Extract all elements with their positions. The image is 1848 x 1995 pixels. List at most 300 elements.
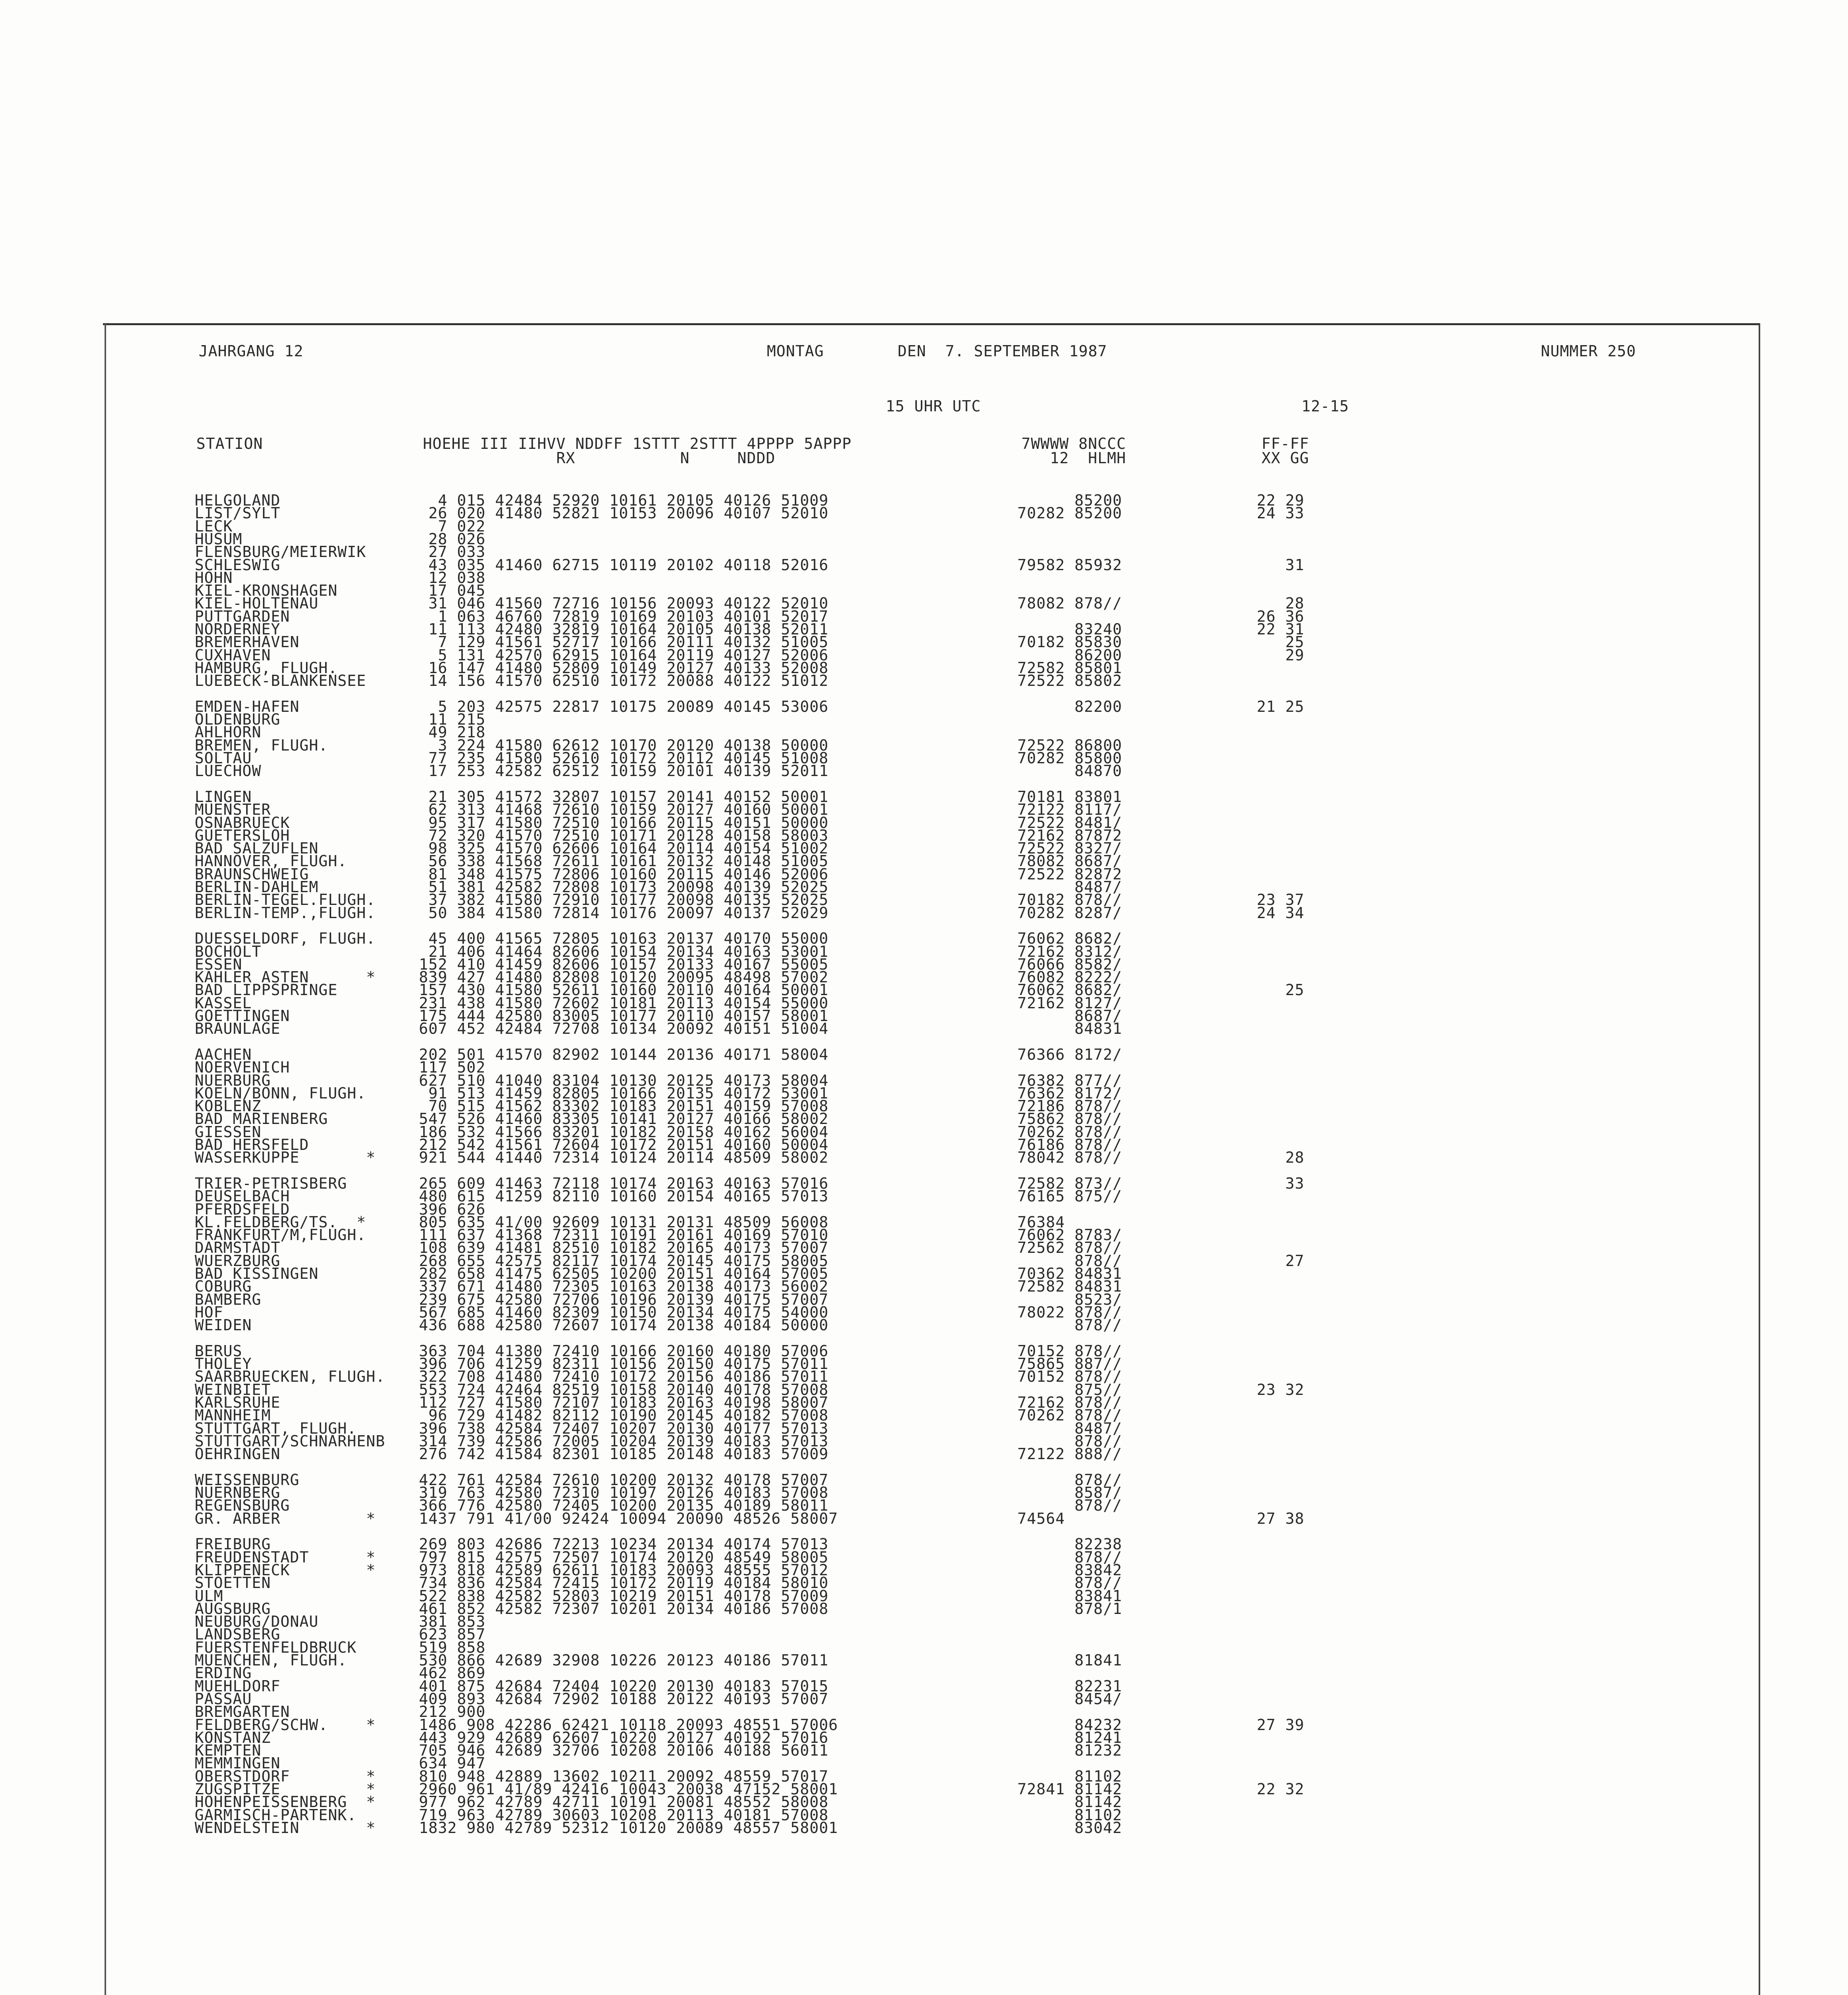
group-values: 82238 [1017, 1535, 1122, 1553]
observation-values: 634 947 [419, 1754, 486, 1772]
group-values: 79582 85932 [1017, 556, 1122, 574]
group-values: 72162 87872 [1017, 826, 1122, 844]
station-name: ERDING [195, 1664, 252, 1682]
group-values: 878// [1017, 1432, 1122, 1450]
table-row [0, 1149, 1848, 1167]
station-name: NORDERNEY [195, 620, 280, 638]
observation-values: 337 671 41480 72305 10163 20138 40173 56002 [419, 1278, 829, 1296]
date-label: DEN 7. SEPTEMBER 1987 [898, 342, 1108, 360]
group-values: 84870 [1017, 762, 1122, 780]
group-values: 72186 878// [1017, 1097, 1122, 1115]
station-name: KAHLER ASTEN * [195, 968, 376, 986]
station-name: FELDBERG/SCHW. * [195, 1716, 376, 1734]
table-row [0, 736, 1848, 754]
station-name: HANNOVER, FLUGH. [195, 852, 347, 870]
observation-values: 91 513 41459 82805 10166 20135 40172 53001 [419, 1084, 829, 1102]
observation-values: 31 046 41560 72716 10156 20093 40122 52010 [419, 595, 829, 612]
station-name: OBERSTDORF * [195, 1767, 376, 1785]
group-values: 72522 85802 [1017, 672, 1122, 690]
station-name: WASSERKUPPE * [195, 1149, 376, 1167]
group-values: 76165 875// [1017, 1187, 1122, 1205]
group-values: 8587/ [1017, 1484, 1122, 1502]
station-name: WUERZBURG [195, 1252, 280, 1270]
groups-column-header: 7WWWW 8NCCC [1021, 435, 1126, 452]
observation-values: 239 675 42580 72706 10196 20139 40175 57007 [419, 1290, 829, 1308]
wind-values: 25 [1257, 633, 1305, 651]
wind-values: 23 32 [1257, 1381, 1305, 1398]
group-values: 86200 [1017, 646, 1122, 664]
observation-values: 27 033 [419, 543, 486, 561]
observation-values: 381 853 [419, 1613, 486, 1631]
station-name: PUTTGARDEN [195, 607, 290, 625]
observation-values: 607 452 42484 72708 10134 20092 40151 51004 [419, 1020, 829, 1038]
station-name: MUEHLDORF [195, 1677, 280, 1695]
station-name: BERUS [195, 1342, 243, 1360]
table-row [0, 1020, 1848, 1038]
station-name: SCHLESWIG [195, 556, 280, 574]
wind-values: 24 34 [1257, 904, 1305, 922]
station-name: BREMEN, FLUGH. [195, 736, 328, 754]
observation-values: 5 131 42570 62915 10164 20119 40127 52006 [419, 646, 829, 664]
observation-values: 56 338 41568 72611 10161 20132 40148 51005 [419, 852, 829, 870]
station-name: KONSTANZ [195, 1728, 271, 1746]
wind-values: 22 29 [1257, 492, 1305, 509]
group-values: 78022 878// [1017, 1303, 1122, 1321]
station-name: COBURG [195, 1278, 252, 1296]
observation-values: 62 313 41468 72610 10159 20127 40160 50001 [419, 801, 829, 819]
wind-values: 29 [1257, 646, 1305, 664]
observation-values: 43 035 41460 62715 10119 20102 40118 52016 [419, 556, 829, 574]
observation-values: 719 963 42789 30603 10208 20113 40181 57008 [419, 1806, 829, 1824]
group-values: 76186 878// [1017, 1136, 1122, 1154]
station-name: BAD MARIENBERG [195, 1110, 328, 1128]
group-values: 70262 878// [1017, 1123, 1122, 1141]
table-row [0, 1509, 1848, 1527]
group-values: 72582 873// [1017, 1174, 1122, 1192]
group-values: 72162 8127/ [1017, 994, 1122, 1012]
observation-values: 839 427 41480 82808 10120 20095 48498 57002 [419, 968, 829, 986]
station-name: NUERNBERG [195, 1484, 280, 1502]
wind-values: 28 [1257, 595, 1305, 612]
table-row [0, 1344, 1848, 1358]
observation-values: 231 438 41580 72602 10181 20113 40154 55000 [419, 994, 829, 1012]
station-name: ULM [195, 1587, 223, 1605]
observation-values: 175 444 42580 83005 10177 20110 40157 58001 [419, 1007, 829, 1025]
group-values: 878// [1017, 1471, 1122, 1489]
observation-values: 37 382 41580 72910 10177 20098 40135 52025 [419, 891, 829, 909]
observation-values: 4 015 42484 52920 10161 20105 40126 51009 [419, 492, 829, 509]
observation-values: 111 637 41368 72311 10191 20161 40169 57010 [419, 1226, 829, 1244]
station-name: HELGOLAND [195, 492, 280, 509]
time-range: 12-15 [1301, 397, 1349, 415]
observation-values: 396 626 [419, 1200, 486, 1218]
observation-values: 77 235 41580 52610 10172 20112 40145 51008 [419, 749, 829, 767]
station-name: FUERSTENFELDBRUCK [195, 1638, 357, 1656]
observation-values: 269 803 42686 72213 10234 20134 40174 57013 [419, 1535, 829, 1553]
main-column-subheader: RX N NDDD [423, 449, 776, 467]
observation-values: 797 815 42575 72507 10174 20120 48549 58005 [419, 1548, 829, 1566]
station-name: WEIDEN [195, 1316, 252, 1334]
observation-values: 14 156 41570 62510 10172 20088 40122 51012 [419, 672, 829, 690]
station-name: BOCHOLT [195, 942, 262, 960]
observation-values: 7 022 [419, 517, 486, 535]
group-values: 8487/ [1017, 1419, 1122, 1437]
group-values: 70282 8287/ [1017, 904, 1122, 922]
observation-values: 519 858 [419, 1638, 486, 1656]
station-name: GR. ARBER * [195, 1509, 376, 1527]
group-values: 72522 86800 [1017, 736, 1122, 754]
observation-values: 45 400 41565 72805 10163 20137 40170 55000 [419, 930, 829, 948]
station-name: LINGEN [195, 788, 252, 806]
observation-values: 268 655 42575 82117 10174 20145 40175 58005 [419, 1252, 829, 1270]
station-name: KLIPPENECK * [195, 1561, 376, 1579]
station-name: HOF [195, 1303, 223, 1321]
table-row [0, 558, 1848, 572]
observation-values: 705 946 42689 32706 10208 20106 40188 56011 [419, 1742, 829, 1760]
station-name: BAD SALZUFLEN [195, 839, 319, 857]
observation-values: 3 224 41580 62612 10170 20120 40138 50000 [419, 736, 829, 754]
table-row [0, 1278, 1848, 1296]
observation-values: 627 510 41040 83104 10130 20125 40173 58004 [419, 1071, 829, 1089]
table-row [0, 1653, 1848, 1667]
station-name: LUECHOW [195, 762, 262, 780]
observation-values: 314 739 42586 72005 10204 20139 40183 57013 [419, 1432, 829, 1450]
station-name: OLDENBURG [195, 711, 280, 729]
table-row [0, 1447, 1848, 1461]
station-name: REGENSBURG [195, 1497, 290, 1515]
observation-values: 1832 980 42789 52312 10120 20089 48557 58001 [419, 1819, 838, 1837]
station-name: AUGSBURG [195, 1600, 271, 1618]
station-name: LECK [195, 517, 233, 535]
group-values: 72582 85801 [1017, 659, 1122, 677]
group-values: 72841 81142 [1017, 1780, 1122, 1798]
observation-values: 5 203 42575 22817 10175 20089 40145 53006 [419, 697, 829, 715]
station-name: GUETERSLOH [195, 826, 290, 844]
station-name: GARMISCH-PARTENK. [195, 1806, 357, 1824]
station-name: KOBLENZ [195, 1097, 262, 1115]
table-row [0, 1368, 1848, 1386]
table-row [0, 1290, 1848, 1308]
group-values: 76082 8222/ [1017, 968, 1122, 986]
group-values: 72122 888// [1017, 1445, 1122, 1463]
observation-values: 152 410 41459 82606 10157 20133 40167 55005 [419, 955, 829, 973]
station-name: KIEL-HOLTENAU [195, 595, 319, 612]
observation-values: 396 738 42584 72407 10207 20130 40177 57013 [419, 1419, 829, 1437]
table-row [0, 1576, 1848, 1590]
group-values: 76366 8172/ [1017, 1045, 1122, 1063]
group-values: 74564 [1017, 1509, 1065, 1527]
station-name: MUENSTER [195, 801, 271, 819]
observation-values: 21 305 41572 32807 10157 20141 40152 50001 [419, 788, 829, 806]
group-values: 81142 [1017, 1793, 1122, 1811]
station-name: THOLEY [195, 1355, 252, 1373]
group-values: 85200 [1017, 492, 1122, 509]
table-row [0, 1589, 1848, 1603]
wind-column-subheader: XX GG [1262, 449, 1309, 467]
table-row [0, 942, 1848, 960]
table-row [0, 1331, 1848, 1345]
station-name: LANDSBERG [195, 1626, 280, 1643]
group-values: 72582 84831 [1017, 1278, 1122, 1296]
group-values: 76066 8582/ [1017, 955, 1122, 973]
station-name: AACHEN [195, 1045, 252, 1063]
table-row [0, 1267, 1848, 1280]
table-row [0, 1086, 1848, 1100]
observation-values: 98 325 41570 62606 10164 20114 40154 51002 [419, 839, 829, 857]
station-name: HOHENPEISSENBERG * [195, 1793, 376, 1811]
observation-values: 322 708 41480 72410 10172 20156 40186 57011 [419, 1368, 829, 1386]
station-name: BERLIN-TEMP.,FLUGH. [195, 904, 376, 922]
station-name: NUERBURG [195, 1071, 271, 1089]
station-name: BRAUNSCHWEIG [195, 865, 309, 883]
group-values: 8687/ [1017, 1007, 1122, 1025]
observation-values: 567 685 41460 82309 10150 20134 40175 54000 [419, 1303, 829, 1321]
station-name: DARMSTADT [195, 1239, 280, 1257]
observation-values: 282 658 41475 62505 10200 20151 40164 57005 [419, 1265, 829, 1282]
observation-values: 81 348 41575 72806 10160 20115 40146 52006 [419, 865, 829, 883]
station-name: STUTTGART/SCHNARHENB [195, 1432, 385, 1450]
station-name: BAMBERG [195, 1290, 262, 1308]
group-values: 81102 [1017, 1806, 1122, 1824]
observation-values: 17 045 [419, 582, 486, 600]
station-name: WENDELSTEIN * [195, 1819, 376, 1837]
observation-values: 21 406 41464 82606 10154 20134 40163 53001 [419, 942, 829, 960]
station-name: STOETTEN [195, 1574, 271, 1592]
group-values: 8454/ [1017, 1690, 1122, 1708]
observation-values: 623 857 [419, 1626, 486, 1643]
group-values: 82231 [1017, 1677, 1122, 1695]
group-values: 70182 85830 [1017, 633, 1122, 651]
observation-values: 50 384 41580 72814 10176 20097 40137 52029 [419, 904, 829, 922]
group-values: 72122 8117/ [1017, 801, 1122, 819]
observation-values: 436 688 42580 72607 10174 20138 40184 50000 [419, 1316, 829, 1334]
table-row [0, 1035, 1848, 1049]
wind-column-header: FF-FF [1262, 435, 1309, 452]
station-name: OSNABRUECK [195, 814, 290, 832]
observation-values: 276 742 41584 82301 10185 20148 40183 57009 [419, 1445, 829, 1463]
group-values: 878// [1017, 1497, 1122, 1515]
table-row [0, 635, 1848, 649]
wind-values: 26 36 [1257, 607, 1305, 625]
wind-values: 23 37 [1257, 891, 1305, 909]
group-values: 70282 85800 [1017, 749, 1122, 767]
table-row [0, 519, 1848, 533]
station-name: KEMPTEN [195, 1742, 262, 1760]
group-values: 72522 8481/ [1017, 814, 1122, 832]
station-name: NEUBURG/DONAU [195, 1613, 319, 1631]
observation-values: 112 727 41580 72107 10183 20163 40198 58007 [419, 1394, 829, 1411]
observation-values: 319 763 42580 72310 10197 20126 40183 57008 [419, 1484, 829, 1502]
group-values: 72162 878// [1017, 1394, 1122, 1411]
group-values: 75862 878// [1017, 1110, 1122, 1128]
observation-values: 422 761 42584 72610 10200 20132 40178 57007 [419, 1471, 829, 1489]
station-name: BERLIN-DAHLEM [195, 878, 319, 896]
observation-values: 16 147 41480 52809 10149 20127 40133 52008 [419, 659, 829, 677]
group-values: 76062 8682/ [1017, 981, 1122, 999]
group-values: 72522 8327/ [1017, 839, 1122, 857]
group-values: 875// [1017, 1381, 1122, 1398]
station-name: STUTTGART, FLUGH. [195, 1419, 357, 1437]
observation-values: 7 129 41561 52717 10166 20111 40132 51005 [419, 633, 829, 651]
station-name: BREMGARTEN [195, 1703, 290, 1721]
observation-values: 108 639 41481 82510 10182 20165 40173 57007 [419, 1239, 829, 1257]
issue-number: NUMMER 250 [1541, 342, 1636, 360]
observation-values: 734 836 42584 72415 10172 20119 40184 58010 [419, 1574, 829, 1592]
wind-values: 33 [1257, 1174, 1305, 1192]
group-values: 84831 [1017, 1020, 1122, 1038]
groups-column-subheader: 12 HLMH [1021, 449, 1126, 467]
station-name: BAD LIPPSPRINGE [195, 981, 338, 999]
group-values: 75865 887// [1017, 1355, 1122, 1373]
wind-values: 31 [1257, 556, 1305, 574]
group-values: 76384 [1017, 1213, 1065, 1231]
observation-values: 1486 908 42286 62421 10118 20093 48551 57006 [419, 1716, 838, 1734]
table-row [0, 1059, 1848, 1077]
station-name: BREMERHAVEN [195, 633, 300, 651]
observation-values: 1 063 46760 72819 10169 20103 40101 52017 [419, 607, 829, 625]
group-values: 878// [1017, 1574, 1122, 1592]
station-name: KOELN/BONN, FLUGH. [195, 1084, 366, 1102]
station-name: BAD KISSINGEN [195, 1265, 319, 1282]
observation-values: 212 542 41561 72604 10172 20151 40160 50004 [419, 1136, 829, 1154]
station-name: MEMMINGEN [195, 1754, 280, 1772]
table-row [0, 1728, 1848, 1746]
station-name: DUESSELDORF, FLUGH. [195, 930, 376, 948]
observation-values: 11 215 [419, 711, 486, 729]
observation-values: 157 430 41580 52611 10160 20110 40164 50001 [419, 981, 829, 999]
observation-values: 95 317 41580 72510 10166 20115 40151 50000 [419, 814, 829, 832]
group-values: 78082 878// [1017, 595, 1122, 612]
group-values: 83042 [1017, 1819, 1122, 1837]
observation-values: 921 544 41440 72314 10124 20114 48509 58002 [419, 1149, 829, 1167]
observation-values: 186 532 41566 83201 10182 20158 40162 56004 [419, 1123, 829, 1141]
station-name: OEHRINGEN [195, 1445, 280, 1463]
observation-values: 366 776 42580 72405 10200 20135 40189 58011 [419, 1497, 829, 1515]
table-row [0, 1303, 1848, 1321]
table-row [0, 672, 1848, 690]
table-row [0, 751, 1848, 765]
station-name: KARLSRUHE [195, 1394, 280, 1411]
station-name: FRANKFURT/M,FLUGH. [195, 1226, 366, 1244]
station-name: HOHN [195, 569, 233, 587]
group-values: 72522 82872 [1017, 865, 1122, 883]
group-values: 81241 [1017, 1728, 1122, 1746]
wind-values: 28 [1257, 1149, 1305, 1167]
group-values: 78082 8687/ [1017, 852, 1122, 870]
station-name: EMDEN-HAFEN [195, 697, 300, 715]
station-name: TRIER-PETRISBERG [195, 1174, 347, 1192]
station-name: CUXHAVEN [195, 646, 271, 664]
group-values: 70152 878// [1017, 1368, 1122, 1386]
table-row [0, 1112, 1848, 1126]
station-name: MANNHEIM [195, 1406, 271, 1424]
station-name: WEINBIET [195, 1381, 271, 1398]
table-row [0, 1821, 1848, 1835]
station-name: FLENSBURG/MEIERWIK [195, 543, 366, 561]
station-name: HAMBURG, FLUGH. [195, 659, 338, 677]
station-name: FREIBURG [195, 1535, 271, 1553]
wind-values: 25 [1257, 981, 1305, 999]
observation-values: 401 875 42684 72404 10220 20130 40183 57015 [419, 1677, 829, 1695]
observation-values: 443 929 42689 62607 10220 20127 40192 57016 [419, 1728, 829, 1746]
group-values: 70152 878// [1017, 1342, 1122, 1360]
wind-values: 27 38 [1257, 1509, 1305, 1527]
table-row [0, 506, 1848, 520]
station-name: KASSEL [195, 994, 252, 1012]
group-values: 8523/ [1017, 1290, 1122, 1308]
station-name: BAD HERSFELD [195, 1136, 309, 1154]
group-values: 70182 878// [1017, 891, 1122, 909]
observation-values: 49 218 [419, 723, 486, 741]
observation-values: 1437 791 41/00 92424 10094 20090 48526 58007 [419, 1509, 838, 1527]
observation-values: 363 704 41380 72410 10166 20160 40180 57006 [419, 1342, 829, 1360]
wind-values: 22 31 [1257, 620, 1305, 638]
station-name: LUEBECK-BLANKENSEE [195, 672, 366, 690]
observation-values: 805 635 41/00 92609 10131 20131 48509 56008 [419, 1213, 829, 1231]
group-values: 76382 877// [1017, 1071, 1122, 1089]
observation-values: 2960 961 41/89 42416 10043 20038 47152 58001 [419, 1780, 838, 1798]
table-row [0, 790, 1848, 804]
table-row [0, 1525, 1848, 1538]
table-row [0, 1679, 1848, 1693]
station-name: ZUGSPITZE * [195, 1780, 376, 1798]
table-row [0, 764, 1848, 778]
table-row [0, 1718, 1848, 1732]
group-values: 76362 8172/ [1017, 1084, 1122, 1102]
group-values: 8487/ [1017, 878, 1122, 896]
station-name: GIESSEN [195, 1123, 262, 1141]
observation-values: 117 502 [419, 1059, 486, 1077]
observation-values: 72 320 41570 72510 10171 20128 40158 58003 [419, 826, 829, 844]
main-column-header: HOEHE III IIHVV NDDFF 1STTT 2STTT 4PPPP 5APPP [423, 435, 852, 452]
observation-values: 462 869 [419, 1664, 486, 1682]
wind-values: 24 33 [1257, 504, 1305, 522]
wind-values: 27 39 [1257, 1716, 1305, 1734]
wind-values: 22 32 [1257, 1780, 1305, 1798]
observation-values: 51 381 42582 72808 10173 20098 40139 52025 [419, 878, 829, 896]
observation-values: 265 609 41463 72118 10174 20163 40163 57016 [419, 1174, 829, 1192]
station-name: AHLHORN [195, 723, 262, 741]
station-name: LIST/SYLT [195, 504, 280, 522]
observation-values: 547 526 41460 83305 10141 20127 40166 58002 [419, 1110, 829, 1128]
group-values: 878/1 [1017, 1600, 1122, 1618]
table-row [0, 1563, 1848, 1577]
group-values: 83240 [1017, 620, 1122, 638]
station-name: SAARBRUECKEN, FLUGH. [195, 1368, 385, 1386]
observation-values: 461 852 42582 72307 10201 20134 40186 57008 [419, 1600, 829, 1618]
wind-values: 27 [1257, 1252, 1305, 1270]
group-values: 76062 8682/ [1017, 930, 1122, 948]
group-values: 72562 878// [1017, 1239, 1122, 1257]
station-name: KIEL-KRONSHAGEN [195, 582, 338, 600]
observation-values: 202 501 41570 82902 10144 20136 40171 58004 [419, 1045, 829, 1063]
observation-values: 530 866 42689 32908 10226 20123 40186 57011 [419, 1651, 829, 1669]
group-values: 81102 [1017, 1767, 1122, 1785]
observation-values: 977 962 42789 42711 10191 20081 48552 58008 [419, 1793, 829, 1811]
observation-values: 11 113 42480 32819 10164 20105 40138 52011 [419, 620, 829, 638]
station-name: MUENCHEN, FLUGH. [195, 1651, 347, 1669]
group-values: 70181 83801 [1017, 788, 1122, 806]
observation-values: 973 818 42589 62611 10183 20093 48555 57012 [419, 1561, 829, 1579]
station-name: WEISSENBURG [195, 1471, 300, 1489]
station-name: BERLIN-TEGEL.FLUGH. [195, 891, 376, 909]
group-values: 81232 [1017, 1742, 1122, 1760]
observation-values: 553 724 42464 82519 10158 20140 40178 57008 [419, 1381, 829, 1398]
group-values: 76062 8783/ [1017, 1226, 1122, 1244]
observation-values: 810 948 42889 13602 10211 20092 48559 57017 [419, 1767, 829, 1785]
weekday-label: MONTAG [767, 342, 824, 360]
station-name: GOETTINGEN [195, 1007, 290, 1025]
